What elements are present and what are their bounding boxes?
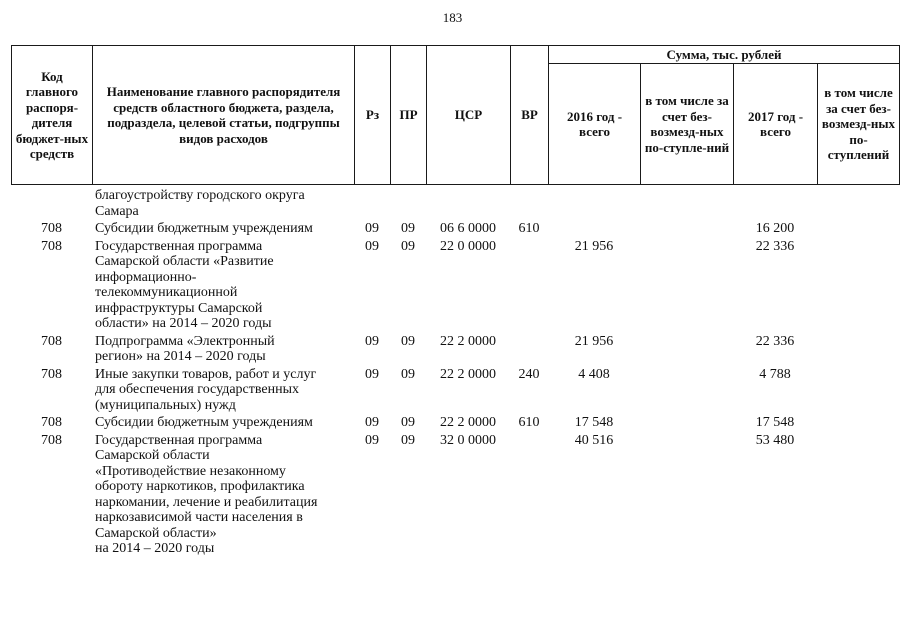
cell-pr: 09 (401, 415, 415, 430)
header-incl-2016: в том числе за счет без-возмезд-ных по-ступле-ний (641, 64, 734, 185)
table-row (11, 221, 899, 237)
cell-name: Государственная программа Самарской области «Противодействие незаконному обороту наркотиков, профилактика наркомании, лечение и реабилитация наркозависимой части населения в Самарской области» на 2014 – 2020 годы (95, 432, 318, 556)
cell-vr: 240 (518, 366, 540, 382)
cell-rz: 09 (365, 333, 379, 349)
cell-sum-2017: 17 548 (755, 415, 795, 430)
cell-sum-2016: 40 516 (574, 432, 614, 448)
cell-pr: 09 (401, 238, 415, 254)
cell-vr: 610 (518, 221, 540, 236)
cell-sum-2017: 4 788 (759, 366, 791, 382)
cell-code: 708 (41, 415, 62, 430)
cell-code: 708 (41, 432, 62, 448)
cell-code: 708 (41, 366, 62, 382)
table-row (11, 367, 899, 414)
cell-code: 708 (41, 238, 62, 254)
cell-code: 708 (41, 333, 62, 349)
cell-csr: 06 6 0000 (440, 221, 496, 236)
table-row (11, 433, 899, 557)
cell-sum-2016: 17 548 (574, 415, 614, 430)
cell-sum-2016: 21 956 (574, 333, 614, 349)
cell-csr: 22 2 0000 (440, 366, 496, 382)
cell-rz: 09 (365, 432, 379, 448)
table-row (11, 334, 899, 365)
table-row (11, 239, 899, 332)
cell-pr: 09 (401, 221, 415, 236)
table-header (11, 45, 900, 185)
header-csr: ЦСР (427, 46, 511, 185)
cell-rz: 09 (365, 238, 379, 254)
cell-sum-2017: 16 200 (755, 221, 795, 236)
cell-rz: 09 (365, 221, 379, 236)
cell-sum-2016: 4 408 (578, 366, 610, 382)
table-row (11, 415, 899, 431)
cell-sum-2017: 53 480 (755, 432, 795, 448)
cell-sum-2017: 22 336 (755, 333, 795, 349)
cell-csr: 32 0 0000 (440, 432, 496, 448)
header-name: Наименование главного распорядителя средств областного бюджета, раздела, подраздела, целевой статьи, подгруппы видов расходов (93, 46, 355, 185)
cell-sum-2017: 22 336 (755, 238, 795, 254)
cell-pr: 09 (401, 432, 415, 448)
cell-name: благоустройству городского округа Самара (95, 188, 305, 219)
header-sum-2016: 2016 год - всего (549, 64, 641, 185)
cell-code: 708 (41, 221, 62, 236)
table-row (11, 188, 899, 219)
cell-vr: 610 (518, 415, 540, 430)
cell-rz: 09 (365, 415, 379, 430)
cell-name: Государственная программа Самарской области «Развитие информационно- телекоммуникационной инфраструктуры Самарской области» на 2014 – 2020 годы (95, 238, 274, 331)
page-number: 183 (442, 10, 463, 25)
cell-csr: 22 2 0000 (440, 333, 496, 349)
cell-csr: 22 0 0000 (440, 238, 496, 254)
cell-csr: 22 2 0000 (440, 415, 496, 430)
header-code: Код главного распоря-дителя бюджет-ных средств (12, 46, 93, 185)
header-pr: ПР (391, 46, 427, 185)
cell-name: Иные закупки товаров, работ и услуг для обеспечения государственных (муниципальных) нужд (95, 366, 317, 413)
cell-name: Подпрограмма «Электронный регион» на 2014 – 2020 годы (95, 333, 275, 364)
table-body (11, 188, 899, 559)
cell-pr: 09 (401, 366, 415, 382)
cell-pr: 09 (401, 333, 415, 349)
cell-sum-2016: 21 956 (574, 238, 614, 254)
header-sum-group: Сумма, тыс. рублей (549, 46, 900, 64)
header-rz: Рз (355, 46, 391, 185)
header-sum-2017: 2017 год - всего (734, 64, 818, 185)
cell-name: Субсидии бюджетным учреждениям (95, 221, 313, 236)
header-incl-2017: в том числе за счет без-возмезд-ных по-ступлений (818, 64, 900, 185)
header-vr: ВР (511, 46, 549, 185)
cell-rz: 09 (365, 366, 379, 382)
cell-name: Субсидии бюджетным учреждениям (95, 415, 313, 430)
